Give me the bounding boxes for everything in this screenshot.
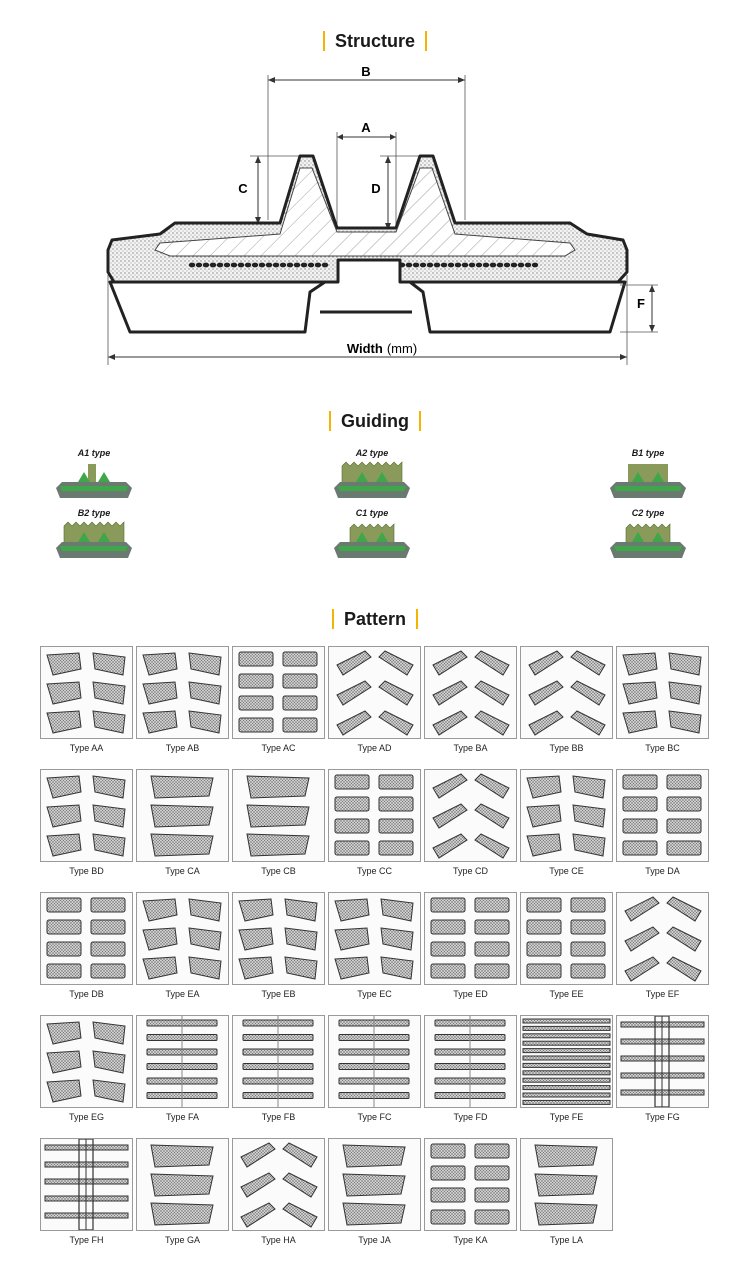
- pattern-name: Type EA: [165, 989, 200, 999]
- guide-illustration: [608, 518, 688, 562]
- tread-pattern-image: [136, 892, 229, 985]
- pattern-name: Type AD: [357, 743, 392, 753]
- steel-cord: [497, 263, 503, 268]
- pattern-name: Type CC: [356, 866, 392, 876]
- guide-label: C1 type: [355, 508, 389, 518]
- title-accent-bar: [416, 609, 418, 629]
- pattern-name: Type CE: [549, 866, 584, 876]
- steel-cord: [483, 263, 489, 268]
- guide-illustration: [54, 458, 134, 502]
- pattern-item: [328, 769, 421, 889]
- pattern-item: [136, 769, 229, 889]
- pattern-name: Type FH: [69, 1235, 104, 1245]
- steel-cord: [490, 263, 496, 268]
- steel-cord: [406, 263, 412, 268]
- pattern-item: [424, 892, 517, 1012]
- steel-cord: [280, 263, 286, 268]
- pattern-item: [136, 1015, 229, 1135]
- pattern-item: [520, 646, 613, 766]
- pattern-item: [232, 1138, 325, 1258]
- tread-pattern-image: [40, 769, 133, 862]
- guide-label: B2 type: [77, 508, 111, 518]
- tread-pattern-image: [424, 769, 517, 862]
- tread-pattern-image: [328, 1138, 421, 1231]
- tread-pattern-image: [232, 1015, 325, 1108]
- steel-cord: [266, 263, 272, 268]
- pattern-item: [616, 1015, 709, 1135]
- pattern-name: Type AB: [165, 743, 200, 753]
- steel-cord: [238, 263, 244, 268]
- steel-cord-row: [189, 263, 538, 268]
- pattern-item: [520, 892, 613, 1012]
- tread-pattern-image: [136, 646, 229, 739]
- steel-cord: [518, 263, 524, 268]
- pattern-item: [424, 769, 517, 889]
- pattern-item: [40, 769, 133, 889]
- pattern-name: Type BC: [645, 743, 680, 753]
- pattern-name: Type EB: [261, 989, 296, 999]
- right-lug: [410, 282, 625, 332]
- pattern-item: [232, 646, 325, 766]
- metal-core-insert: [155, 168, 575, 256]
- tread-pattern-image: [616, 646, 709, 739]
- tread-pattern-image: [328, 1015, 421, 1108]
- pattern-name: Type GA: [164, 1235, 200, 1245]
- steel-cord: [427, 263, 433, 268]
- tread-pattern-image: [328, 892, 421, 985]
- steel-cord: [455, 263, 461, 268]
- pattern-item: [328, 1138, 421, 1258]
- pattern-item: [40, 892, 133, 1012]
- pattern-item: [616, 646, 709, 766]
- pattern-item: [136, 646, 229, 766]
- guide-illustration: [332, 458, 412, 502]
- pattern-title-text: Pattern: [343, 608, 406, 629]
- steel-cord: [420, 263, 426, 268]
- pattern-item: [424, 1015, 517, 1135]
- pattern-name: Type EF: [645, 989, 680, 999]
- tread-pattern-image: [520, 769, 613, 862]
- pattern-item: [616, 769, 709, 889]
- pattern-name: Type FE: [549, 1112, 584, 1122]
- pattern-name: Type HA: [261, 1235, 296, 1245]
- tread-pattern-image: [136, 1138, 229, 1231]
- steel-cord: [532, 263, 538, 268]
- title-accent-bar: [425, 31, 427, 51]
- steel-cord: [322, 263, 328, 268]
- steel-cord: [504, 263, 510, 268]
- tread-pattern-image: [424, 646, 517, 739]
- steel-cord: [217, 263, 223, 268]
- width-label: Width (mm): [346, 341, 418, 356]
- steel-cord: [448, 263, 454, 268]
- steel-cord: [525, 263, 531, 268]
- tread-pattern-image: [136, 769, 229, 862]
- pattern-item: [40, 1138, 133, 1258]
- steel-cord: [413, 263, 419, 268]
- guide-illustration: [332, 518, 412, 562]
- track-cross-section-diagram: [100, 60, 660, 370]
- pattern-name: Type JA: [358, 1235, 391, 1245]
- tread-pattern-image: [424, 1015, 517, 1108]
- pattern-name: Type EE: [549, 989, 584, 999]
- tread-pattern-image: [136, 1015, 229, 1108]
- guide-c1: [332, 508, 412, 564]
- pattern-item: [232, 1015, 325, 1135]
- dim-a-label: A: [361, 120, 371, 135]
- pattern-name: Type BD: [69, 866, 104, 876]
- pattern-name: Type BB: [549, 743, 584, 753]
- steel-cord: [469, 263, 475, 268]
- tread-pattern-image: [616, 1015, 709, 1108]
- tread-pattern-image: [424, 892, 517, 985]
- tread-pattern-image: [40, 646, 133, 739]
- pattern-name: Type FD: [453, 1112, 488, 1122]
- pattern-item: [424, 646, 517, 766]
- pattern-item: [424, 1138, 517, 1258]
- title-accent-bar: [419, 411, 421, 431]
- pattern-name: Type FC: [357, 1112, 392, 1122]
- title-accent-bar: [329, 411, 331, 431]
- tread-pattern-image: [40, 892, 133, 985]
- dim-d-label: D: [371, 181, 381, 196]
- tread-pattern-image: [424, 1138, 517, 1231]
- steel-cord: [203, 263, 209, 268]
- pattern-item: [136, 1138, 229, 1258]
- pattern-item: [616, 892, 709, 1012]
- steel-cord: [252, 263, 258, 268]
- guide-a1: [54, 448, 134, 504]
- tread-pattern-image: [232, 892, 325, 985]
- pattern-item: [328, 646, 421, 766]
- guide-label: C2 type: [631, 508, 665, 518]
- steel-cord: [189, 263, 195, 268]
- tread-pattern-image: [520, 646, 613, 739]
- tread-pattern-image: [328, 769, 421, 862]
- tread-pattern-image: [40, 1138, 133, 1231]
- steel-cord: [434, 263, 440, 268]
- steel-cord: [287, 263, 293, 268]
- pattern-name: Type ED: [453, 989, 488, 999]
- steel-cord: [224, 263, 230, 268]
- pattern-item: [40, 646, 133, 766]
- tread-pattern-image: [616, 892, 709, 985]
- pattern-item: [520, 1015, 613, 1135]
- guide-a2: [332, 448, 412, 504]
- pattern-item: [232, 769, 325, 889]
- dim-c-label: C: [238, 181, 248, 196]
- guide-label: A1 type: [77, 448, 111, 458]
- pattern-name: Type CB: [261, 866, 296, 876]
- tread-pattern-image: [232, 769, 325, 862]
- pattern-name: Type DB: [69, 989, 104, 999]
- tread-pattern-image: [520, 1138, 613, 1231]
- pattern-name: Type FG: [645, 1112, 680, 1122]
- pattern-name: Type LA: [549, 1235, 584, 1245]
- guide-illustration: [608, 458, 688, 502]
- dim-b-label: B: [361, 64, 371, 79]
- steel-cord: [308, 263, 314, 268]
- steel-cord: [245, 263, 251, 268]
- guide-b1: [608, 448, 688, 504]
- guide-illustration: [54, 518, 134, 562]
- pattern-name: Type BA: [453, 743, 488, 753]
- pattern-item: [520, 769, 613, 889]
- steel-cord: [259, 263, 265, 268]
- pattern-item: [232, 892, 325, 1012]
- title-accent-bar: [323, 31, 325, 51]
- steel-cord: [273, 263, 279, 268]
- pattern-name: Type CA: [165, 866, 200, 876]
- pattern-name: Type CD: [452, 866, 488, 876]
- tread-pattern-image: [232, 1138, 325, 1231]
- pattern-name: Type EG: [68, 1112, 104, 1122]
- pattern-name: Type KA: [453, 1235, 488, 1245]
- steel-cord: [399, 263, 405, 268]
- pattern-item: [520, 1138, 613, 1258]
- steel-cord: [441, 263, 447, 268]
- steel-cord: [476, 263, 482, 268]
- guide-label: A2 type: [355, 448, 389, 458]
- pattern-item: [328, 1015, 421, 1135]
- pattern-name: Type AA: [69, 743, 104, 753]
- tread-pattern-image: [616, 769, 709, 862]
- steel-cord: [196, 263, 202, 268]
- tread-pattern-image: [520, 1015, 613, 1108]
- steel-cord: [462, 263, 468, 268]
- steel-cord: [301, 263, 307, 268]
- pattern-name: Type EC: [357, 989, 392, 999]
- tread-pattern-image: [232, 646, 325, 739]
- pattern-item: [328, 892, 421, 1012]
- steel-cord: [511, 263, 517, 268]
- pattern-name: Type DA: [645, 866, 680, 876]
- track-body-outline: [108, 156, 627, 282]
- steel-cord: [231, 263, 237, 268]
- guide-b2: [54, 508, 134, 564]
- guiding-title-text: Guiding: [341, 410, 409, 431]
- structure-section-title: [0, 30, 750, 52]
- tread-pattern-image: [328, 646, 421, 739]
- guide-c2: [608, 508, 688, 564]
- steel-cord: [294, 263, 300, 268]
- steel-cord: [315, 263, 321, 268]
- tread-pattern-image: [40, 1015, 133, 1108]
- pattern-item: [40, 1015, 133, 1135]
- guide-label: B1 type: [631, 448, 665, 458]
- pattern-item: [136, 892, 229, 1012]
- pattern-name: Type FB: [261, 1112, 296, 1122]
- pattern-name: Type FA: [165, 1112, 200, 1122]
- left-lug: [110, 282, 325, 332]
- structure-title-text: Structure: [334, 30, 415, 51]
- pattern-name: Type AC: [261, 743, 296, 753]
- tread-pattern-image: [520, 892, 613, 985]
- pattern-section-title: [0, 608, 750, 630]
- dim-f-label: F: [637, 296, 645, 311]
- guiding-section-title: [0, 410, 750, 432]
- title-accent-bar: [332, 609, 334, 629]
- steel-cord: [210, 263, 216, 268]
